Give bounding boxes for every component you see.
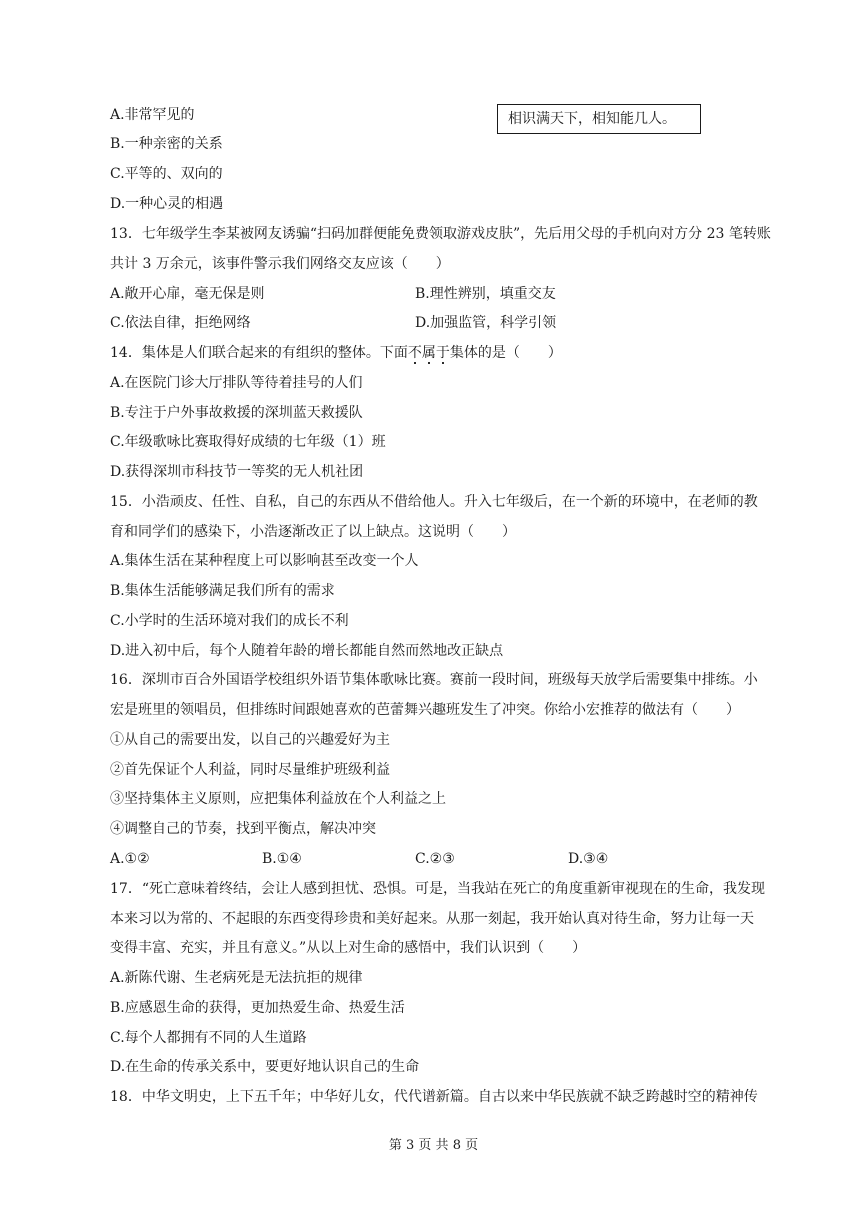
q18-stem-line1: 18．中华文明史，上下五千年；中华好儿女，代代谱新篇。自古以来中华民族就不缺乏跨越时空的精神传 <box>110 1089 758 1105</box>
q16-statement-1: ①从自己的需要出发，以自己的兴趣爱好为主 <box>110 732 390 748</box>
q13-stem-line1: 13．七年级学生李某被网友诱骗“扫码加群便能免费领取游戏皮肤”，先后用父母的手机向对方分 23 笔转账 <box>110 226 771 242</box>
q16-option-b: B.①④ <box>262 851 302 867</box>
q13-option-a: A.敞开心扉，毫无保是则 <box>110 286 265 302</box>
q16-statement-3: ③坚持集体主义原则，应把集体利益放在个人利益之上 <box>110 791 446 807</box>
q13-stem-line2: 共计 3 万余元，该事件警示我们网络交友应该（ ） <box>110 256 450 272</box>
q17-stem-line3: 变得丰富、充实，并且有意义。”从以上对生命的感悟中，我们认识到（ ） <box>110 940 587 956</box>
q15-stem-line2: 育和同学们的感染下，小浩逐渐改正了以上缺点。这说明（ ） <box>110 524 516 540</box>
q15-option-d: D.进入初中后，每个人随着年龄的增长都能自然而然地改正缺点 <box>110 643 504 659</box>
q17-option-c: C.每个人都拥有不同的人生道路 <box>110 1030 307 1046</box>
q12-option-a: A.非常罕见的 <box>110 107 195 123</box>
q15-stem-line1: 15．小浩顽皮、任性、自私，自己的东西从不借给他人。升入七年级后，在一个新的环境中，在老师的教 <box>110 494 758 510</box>
q13-option-d: D.加强监管，科学引领 <box>415 315 557 331</box>
q14-stem <box>110 343 562 363</box>
q12-option-b: B.一种亲密的关系 <box>110 136 223 152</box>
q14-option-c: C.年级歌咏比赛取得好成绩的七年级（1）班 <box>110 434 386 450</box>
q16-option-d: D.③④ <box>568 851 609 867</box>
q17-stem-line1: 17．“死亡意味着终结，会让人感到担忧、恐惧。可是，当我站在死亡的角度重新审视现在的生命，我发现 <box>110 881 765 897</box>
q17-stem-line2: 本来习以为常的、不起眼的东西变得珍贵和美好起来。从那一刻起，我开始认真对待生命，努力让每一天 <box>110 911 754 927</box>
q16-option-a: A.①② <box>110 851 150 867</box>
page-footer: 第 3 页 共 8 页 <box>388 1138 479 1153</box>
q14-stem-before: 14．集体是人们联合起来的有组织的整体。下面 <box>110 345 408 361</box>
q15-option-a: A.集体生活在某种程度上可以影响甚至改变一个人 <box>110 553 419 569</box>
q14-option-b: B.专注于户外事故救援的深圳蓝天救援队 <box>110 405 363 421</box>
q13-option-c: C.依法自律，拒绝网络 <box>110 315 251 331</box>
q12-option-c: C.平等的、双向的 <box>110 166 223 182</box>
quote-box: 相识满天下，相知能几人。 <box>497 104 701 134</box>
q17-option-b: B.应感恩生命的获得，更加热爱生命、热爱生活 <box>110 1000 405 1016</box>
q15-option-c: C.小学时的生活环境对我们的成长不利 <box>110 613 349 629</box>
q15-option-b: B.集体生活能够满足我们所有的需求 <box>110 583 335 599</box>
q12-option-d: D.一种心灵的相遇 <box>110 196 224 212</box>
q16-statement-4: ④调整自己的节奏，找到平衡点，解决冲突 <box>110 821 376 837</box>
q14-stem-after: 集体的是（ ） <box>449 345 562 361</box>
q13-option-b: B.理性辨别，填重交友 <box>415 286 556 302</box>
q16-stem-line2: 宏是班里的领唱员，但排练时间跟她喜欢的芭蕾舞兴趣班发生了冲突。你给小宏推荐的做法有（ ） <box>110 702 740 718</box>
q14-emphasis-not-belong: 不属于 <box>407 345 450 361</box>
q17-option-a: A.新陈代谢、生老病死是无法抗拒的规律 <box>110 970 363 986</box>
q14-option-a: A.在医院门诊大厅排队等待着挂号的人们 <box>110 375 363 391</box>
q17-option-d: D.在生命的传承关系中，要更好地认识自己的生命 <box>110 1059 420 1075</box>
q14-option-d: D.获得深圳市科技节一等奖的无人机社团 <box>110 464 364 480</box>
q16-statement-2: ②首先保证个人利益，同时尽量维护班级利益 <box>110 762 390 778</box>
q16-option-c: C.②③ <box>415 851 455 867</box>
q16-stem-line1: 16．深圳市百合外国语学校组织外语节集体歌咏比赛。赛前一段时间，班级每天放学后需要集中排练。小 <box>110 672 758 688</box>
